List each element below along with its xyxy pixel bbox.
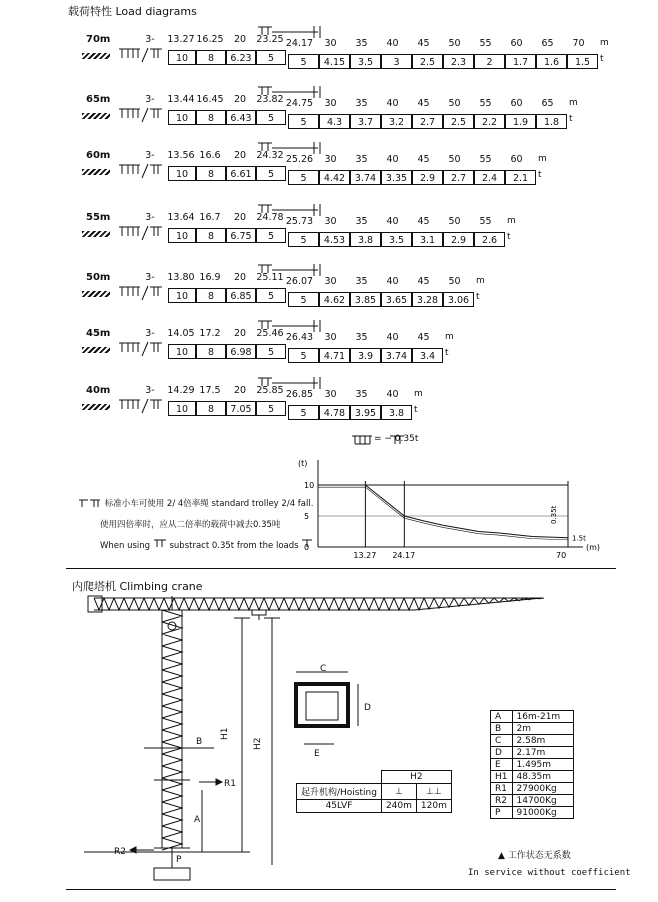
- load-cell: 3.4: [412, 348, 443, 363]
- dim-C: C: [320, 664, 327, 674]
- spec-value: 27900Kg: [512, 783, 573, 795]
- load-cell: 10: [168, 344, 196, 359]
- load-cell: 3.85: [350, 292, 381, 307]
- load-cell: 5: [256, 228, 286, 243]
- load-cell: 2.9: [412, 170, 443, 185]
- y-axis-label: (t): [298, 459, 308, 468]
- distance-label: 40: [386, 216, 399, 227]
- dim-R2: R2: [114, 847, 126, 857]
- spec-key: P: [491, 807, 513, 819]
- load-cell: 3.74: [381, 348, 412, 363]
- distance-label: 20: [233, 272, 247, 283]
- spec-value: 2m: [512, 723, 573, 735]
- distance-label: 40: [386, 276, 399, 287]
- distance-label: 23.25: [256, 34, 284, 45]
- spec-value: 14700Kg: [512, 795, 573, 807]
- distance-label: 25.85: [256, 385, 284, 396]
- load-curve: [318, 485, 568, 538]
- page-title: 载荷特性 Load diagrams: [68, 5, 197, 18]
- load-cell: 4.78: [319, 405, 350, 420]
- distance-label: 30: [324, 332, 337, 343]
- dim-R1: R1: [224, 779, 236, 789]
- load-cell: 8: [196, 401, 226, 416]
- unit-t: t: [414, 405, 418, 415]
- load-cell: 2.6: [474, 232, 505, 247]
- unit-t: t: [538, 170, 542, 180]
- load-cell: 5: [256, 401, 286, 416]
- spec-table: [490, 710, 574, 819]
- distance-label: 25.11: [256, 272, 284, 283]
- load-curve-4fall: [318, 487, 568, 540]
- distance-label: 35: [355, 332, 368, 343]
- jib-length-label: 70m: [86, 34, 111, 45]
- distance-label: 20: [233, 34, 247, 45]
- split-label: 3-: [145, 272, 155, 283]
- distance-label: 30: [324, 154, 337, 165]
- unit-t: t: [569, 114, 573, 124]
- distance-label: 24.17: [285, 38, 314, 49]
- hatch-icon: [82, 291, 110, 297]
- trolley-icon: [118, 397, 164, 415]
- x-tick-label: 13.27: [353, 551, 377, 560]
- load-cell: 4.71: [319, 348, 350, 363]
- load-cell: 2: [474, 54, 505, 69]
- formula-text: = − 0.35t: [374, 434, 419, 444]
- load-cell: 1.5: [567, 54, 598, 69]
- spec-value: 91000Kg: [512, 807, 573, 819]
- load-cell: 7.05: [226, 401, 256, 416]
- load-cell: 1.9: [505, 114, 536, 129]
- jib-length-label: 65m: [86, 94, 111, 105]
- distance-label: 40: [386, 38, 399, 49]
- hoist-value-1: 240m: [381, 800, 416, 813]
- unit-t: t: [507, 232, 511, 242]
- load-cell: 3.1: [412, 232, 443, 247]
- load-cell: 10: [168, 288, 196, 303]
- distance-label: 55: [479, 216, 492, 227]
- y-tick-label: 10: [304, 481, 315, 490]
- hatch-icon: [82, 113, 110, 119]
- dim-B: B: [196, 737, 203, 747]
- trolley-position-icon: [256, 262, 326, 278]
- x-tick-label: 24.17: [392, 551, 416, 560]
- dim-E: E: [314, 749, 320, 759]
- spec-key: C: [491, 735, 513, 747]
- jib-length-label: 40m: [86, 385, 111, 396]
- load-cell: 3.8: [350, 232, 381, 247]
- spec-row: [491, 795, 574, 807]
- load-cell: 5: [256, 110, 286, 125]
- load-cell: 5: [288, 114, 319, 129]
- distance-label: 20: [233, 328, 247, 339]
- load-cell: 10: [168, 228, 196, 243]
- trolley-icon: [118, 162, 164, 180]
- divider: [66, 568, 616, 569]
- load-cell: 8: [196, 166, 226, 181]
- spec-value: 2.17m: [512, 747, 573, 759]
- distance-label: 17.5: [199, 385, 221, 396]
- distance-label: 16.9: [199, 272, 221, 283]
- distance-label: 30: [324, 389, 337, 400]
- distance-label: 14.29: [167, 385, 195, 396]
- distance-label: 16.45: [196, 94, 224, 105]
- distance-label: 23.82: [256, 94, 284, 105]
- x-tick-label: 70: [556, 551, 567, 560]
- unit-m: m: [538, 154, 547, 164]
- unit-m: m: [414, 389, 423, 399]
- unit-t: t: [600, 54, 604, 64]
- load-cell: 6.23: [226, 50, 256, 65]
- distance-label: 13.44: [167, 94, 195, 105]
- distance-label: 20: [233, 385, 247, 396]
- distance-label: 16.25: [196, 34, 224, 45]
- climbing-crane-title: 内爬塔机 Climbing crane: [72, 580, 203, 593]
- load-cell: 5: [288, 170, 319, 185]
- load-cell: 2.3: [443, 54, 474, 69]
- distance-label: 20: [233, 212, 247, 223]
- load-cell: 2.2: [474, 114, 505, 129]
- load-cell: 5: [288, 292, 319, 307]
- load-cell: 5: [256, 50, 286, 65]
- distance-label: 40: [386, 154, 399, 165]
- distance-label: 26.85: [285, 389, 314, 400]
- load-cell: 8: [196, 50, 226, 65]
- split-label: 3-: [145, 150, 155, 161]
- distance-label: 25.46: [256, 328, 284, 339]
- load-cell: 2.7: [443, 170, 474, 185]
- distance-label: 13.64: [167, 212, 195, 223]
- unit-m: m: [569, 98, 578, 108]
- trolley-position-icon: [256, 84, 326, 100]
- unit-t: t: [445, 348, 449, 358]
- spec-row: [491, 783, 574, 795]
- section-diagram: [288, 664, 388, 764]
- split-label: 3-: [145, 34, 155, 45]
- load-cell: 1.6: [536, 54, 567, 69]
- load-cell: 5: [288, 348, 319, 363]
- trolley-icon: [118, 46, 164, 64]
- distance-label: 13.80: [167, 272, 195, 283]
- distance-label: 25.26: [285, 154, 314, 165]
- distance-label: 50: [448, 38, 461, 49]
- load-cell: 6.61: [226, 166, 256, 181]
- distance-label: 24.75: [285, 98, 314, 109]
- spec-key: H1: [491, 771, 513, 783]
- distance-label: 55: [479, 154, 492, 165]
- load-cell: 4.42: [319, 170, 350, 185]
- load-cell: 4.62: [319, 292, 350, 307]
- distance-label: 60: [510, 38, 523, 49]
- trolley-icon: [118, 284, 164, 302]
- distance-label: 24.32: [256, 150, 284, 161]
- distance-label: 45: [417, 276, 430, 287]
- load-cell: 2.7: [412, 114, 443, 129]
- distance-label: 26.43: [285, 332, 314, 343]
- distance-label: 30: [324, 38, 337, 49]
- distance-label: 45: [417, 38, 430, 49]
- load-cell: 3.5: [381, 232, 412, 247]
- split-label: 3-: [145, 328, 155, 339]
- load-cell: 5: [288, 405, 319, 420]
- load-cell: 3.35: [381, 170, 412, 185]
- distance-label: 16.7: [199, 212, 221, 223]
- load-cell: 3.06: [443, 292, 474, 307]
- distance-label: 13.56: [167, 150, 195, 161]
- hoist-4fall-icon: ⊥⊥: [416, 784, 451, 800]
- jib-length-label: 50m: [86, 272, 111, 283]
- hoist-header: H2: [381, 771, 451, 784]
- dim-H1: H1: [220, 727, 230, 740]
- distance-label: 60: [510, 98, 523, 109]
- dim-D: D: [364, 703, 371, 713]
- spec-value: 2.58m: [512, 735, 573, 747]
- distance-label: 16.6: [199, 150, 221, 161]
- load-cell: 3.7: [350, 114, 381, 129]
- y-tick-label: 0: [304, 543, 310, 552]
- load-curve-chart: [296, 452, 601, 562]
- trolley-position-icon: [256, 318, 326, 334]
- trolley-icon: [118, 340, 164, 358]
- trolley-icon: [118, 106, 164, 124]
- distance-label: 65: [541, 98, 554, 109]
- distance-label: 35: [355, 389, 368, 400]
- load-cell: 3.74: [350, 170, 381, 185]
- load-cell: 10: [168, 401, 196, 416]
- trolley-icon: [78, 498, 102, 510]
- distance-label: 45: [417, 98, 430, 109]
- unit-t: t: [476, 292, 480, 302]
- load-cell: 3: [381, 54, 412, 69]
- distance-label: 50: [448, 98, 461, 109]
- distance-label: 20: [233, 94, 247, 105]
- load-cell: 5: [288, 54, 319, 69]
- spec-key: R1: [491, 783, 513, 795]
- load-cell: 3.95: [350, 405, 381, 420]
- load-cell: 6.75: [226, 228, 256, 243]
- hoist-model: 45LVF: [297, 800, 382, 813]
- jib-length-label: 60m: [86, 150, 111, 161]
- jib: [94, 598, 544, 610]
- split-label: 3-: [145, 385, 155, 396]
- spec-key: E: [491, 759, 513, 771]
- crane-icon: ▲: [498, 851, 505, 861]
- distance-label: 30: [324, 276, 337, 287]
- spec-row: [491, 759, 574, 771]
- distance-label: 35: [355, 216, 368, 227]
- legend-line-2: 使用四倍率时，应从二倍率的载荷中减去0.35吨: [100, 520, 281, 530]
- spec-row: [491, 711, 574, 723]
- load-cell: 5: [288, 232, 319, 247]
- load-cell: 10: [168, 166, 196, 181]
- load-cell: 8: [196, 344, 226, 359]
- hoist-label: 起升机构/Hoisting: [297, 784, 382, 800]
- distance-label: 45: [417, 154, 430, 165]
- load-cell: 3.9: [350, 348, 381, 363]
- load-cell: 2.1: [505, 170, 536, 185]
- spec-value: 16m-21m: [512, 711, 573, 723]
- note-en: In service without coefficient: [468, 868, 631, 878]
- annotation: 1.5t: [572, 534, 586, 543]
- load-cell: 3.65: [381, 292, 412, 307]
- note-cn: ▲ 工作状态无系数: [498, 851, 571, 861]
- spec-key: A: [491, 711, 513, 723]
- load-cell: 2.5: [412, 54, 443, 69]
- load-cell: 3.5: [350, 54, 381, 69]
- hatch-icon: [82, 347, 110, 353]
- distance-label: 14.05: [167, 328, 195, 339]
- load-cell: 4.15: [319, 54, 350, 69]
- load-cell: 10: [168, 110, 196, 125]
- unit-m: m: [445, 332, 454, 342]
- y-tick-label: 5: [304, 512, 310, 521]
- distance-label: 25.73: [285, 216, 314, 227]
- spec-value: 48.35m: [512, 771, 573, 783]
- distance-label: 60: [510, 154, 523, 165]
- distance-label: 20: [233, 150, 247, 161]
- split-label: 3-: [145, 212, 155, 223]
- load-cell: 8: [196, 110, 226, 125]
- divider: [66, 889, 616, 890]
- spec-row: [491, 747, 574, 759]
- trolley-icon: [118, 224, 164, 242]
- trolley-position-icon: [256, 24, 326, 40]
- load-cell: 6.43: [226, 110, 256, 125]
- load-cell: 1.7: [505, 54, 536, 69]
- spec-row: [491, 771, 574, 783]
- load-cell: 3.2: [381, 114, 412, 129]
- distance-label: 50: [448, 276, 461, 287]
- load-cell: 5: [256, 288, 286, 303]
- distance-label: 35: [355, 98, 368, 109]
- distance-label: 35: [355, 154, 368, 165]
- spec-key: B: [491, 723, 513, 735]
- load-cell: 4.53: [319, 232, 350, 247]
- load-cell: 8: [196, 228, 226, 243]
- hatch-icon: [82, 231, 110, 237]
- distance-label: 40: [386, 98, 399, 109]
- spec-value: 1.495m: [512, 759, 573, 771]
- distance-label: 40: [386, 389, 399, 400]
- load-cell: 10: [168, 50, 196, 65]
- hoist-2fall-icon: ⊥: [381, 784, 416, 800]
- load-cell: 4.3: [319, 114, 350, 129]
- distance-label: 13.27: [167, 34, 195, 45]
- distance-label: 55: [479, 98, 492, 109]
- hoisting-table: [296, 770, 452, 813]
- load-cell: 5: [256, 166, 286, 181]
- hoist-value-2: 120m: [416, 800, 451, 813]
- load-cell: 3.28: [412, 292, 443, 307]
- load-cell: 2.4: [474, 170, 505, 185]
- unit-m: m: [600, 38, 609, 48]
- x-axis-label: (m): [586, 543, 601, 552]
- load-cell: 6.98: [226, 344, 256, 359]
- distance-label: 30: [324, 98, 337, 109]
- hatch-icon: [82, 169, 110, 175]
- spec-row: [491, 807, 574, 819]
- load-cell: 1.8: [536, 114, 567, 129]
- distance-label: 17.2: [199, 328, 221, 339]
- dim-A: A: [194, 815, 201, 825]
- legend-line-3: When using substract 0.35t from the loads: [100, 538, 313, 551]
- jib-length-label: 45m: [86, 328, 111, 339]
- distance-label: 35: [355, 276, 368, 287]
- trolley-position-icon: [256, 202, 326, 218]
- distance-label: 50: [448, 216, 461, 227]
- jib-length-label: 55m: [86, 212, 111, 223]
- load-cell: 5: [256, 344, 286, 359]
- annotation: 0.35t: [550, 505, 558, 524]
- distance-label: 50: [448, 154, 461, 165]
- unit-m: m: [476, 276, 485, 286]
- distance-label: 70: [572, 38, 585, 49]
- spec-key: D: [491, 747, 513, 759]
- spec-row: [491, 723, 574, 735]
- load-cell: 8: [196, 288, 226, 303]
- load-cell: 2.5: [443, 114, 474, 129]
- trolley-icon: [153, 538, 167, 548]
- distance-label: 55: [479, 38, 492, 49]
- load-cell: 6.85: [226, 288, 256, 303]
- spec-row: [491, 735, 574, 747]
- load-cell: 2.9: [443, 232, 474, 247]
- distance-label: 24.78: [256, 212, 284, 223]
- trolley-position-icon: [256, 140, 326, 156]
- legend-line-1: 标准小车可使用 2/ 4倍率绳 standard trolley 2/4 fall.: [78, 497, 313, 510]
- unit-m: m: [507, 216, 516, 226]
- hatch-icon: [82, 404, 110, 410]
- distance-label: 26.07: [285, 276, 314, 287]
- distance-label: 40: [386, 332, 399, 343]
- distance-label: 65: [541, 38, 554, 49]
- distance-label: 45: [417, 216, 430, 227]
- spec-key: R2: [491, 795, 513, 807]
- distance-label: 45: [417, 332, 430, 343]
- distance-label: 30: [324, 216, 337, 227]
- dim-H2: H2: [253, 737, 263, 750]
- split-label: 3-: [145, 94, 155, 105]
- distance-label: 35: [355, 38, 368, 49]
- trolley-position-icon: [256, 375, 326, 391]
- load-cell: 3.8: [381, 405, 412, 420]
- dim-P: P: [176, 855, 182, 865]
- hatch-icon: [82, 53, 110, 59]
